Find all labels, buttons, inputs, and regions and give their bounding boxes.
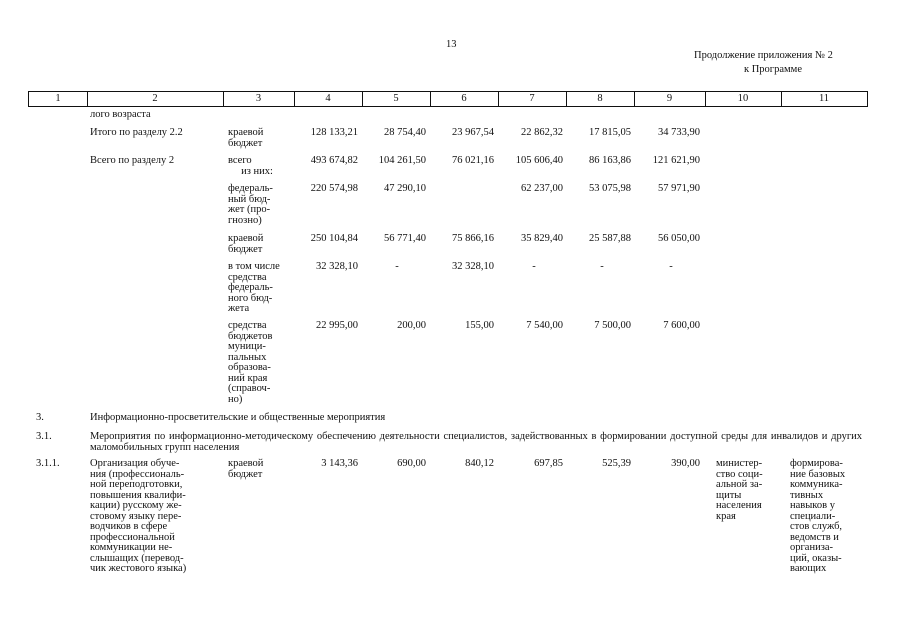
value-cell: 28 754,40 [384,127,426,138]
header-cell: 9 [634,92,706,106]
header-cell: 1 [29,92,88,106]
funding-source: краевой бюджет [228,233,264,255]
value-cell: 493 674,82 [310,155,358,166]
value-cell: 47 290,10 [384,183,426,194]
value-cell: 697,85 [534,458,563,469]
value-cell: 121 621,90 [652,155,700,166]
value-cell: 17 815,05 [589,127,631,138]
value-cell: 7 540,00 [526,320,563,331]
funding-source: средства бюджетов муници- пальных образова- ний края (справоч- но) [228,320,273,405]
value-cell: 56 050,00 [658,233,700,244]
value-cell: 105 606,40 [515,155,563,166]
value-cell: 840,12 [465,458,494,469]
continuation-caption: Продолжение приложения № 2 [694,50,833,61]
value-cell: 7 600,00 [663,320,700,331]
value-cell: 23 967,54 [452,127,494,138]
value-cell: - [395,261,399,272]
value-cell: - [669,261,673,272]
value-cell: 3 143,36 [321,458,358,469]
value-cell: 250 104,84 [310,233,358,244]
value-cell: 57 971,90 [658,183,700,194]
value-cell: 76 021,16 [452,155,494,166]
value-cell: 7 500,00 [594,320,631,331]
section-number: 3. [36,412,44,423]
header-cell: 4 [294,92,363,106]
header-cell: 11 [818,93,830,104]
value-cell: 155,00 [465,320,494,331]
section-title: Мероприятия по информационно-методическому обеспечению деятельности специалистов, задействованных в формировании доступной среды для инвалидов и других маломобильных групп населения [90,431,862,453]
value-cell: 22 995,00 [316,320,358,331]
header-cell: 5 [362,92,431,106]
row-label: Итого по разделу 2.2 [90,127,183,138]
value-cell: 128 133,21 [310,127,358,138]
header-cell: 7 [498,92,567,106]
expected-result: формирова- ние базовых коммуника- тивных навыков у специали- стов служб, ведомств и организа- ций, оказы- вающих [790,458,846,574]
value-cell: 86 163,86 [589,155,631,166]
funding-source: федераль- ный бюд- жет (про- гнозно) [228,183,273,226]
value-cell: 56 771,40 [384,233,426,244]
page-number: 13 [446,39,457,50]
item-name: Организация обуче- ния (профессиональ- ной переподготовки, повышения квалифи- кации) русскому же- стовому языку пере- водчиков в сфере профессиональной коммуникации не- слышащих (перевод- чик жестового языка) [90,458,187,574]
executor: министер- ство соци- альной за- щиты населения края [716,458,763,522]
column-number-header [28,91,868,107]
value-cell: 690,00 [397,458,426,469]
value-cell: 25 587,88 [589,233,631,244]
value-cell: 22 862,32 [521,127,563,138]
value-cell: 525,39 [602,458,631,469]
value-cell: 104 261,50 [378,155,426,166]
value-cell: 200,00 [397,320,426,331]
funding-source: краевой бюджет [228,127,264,149]
value-cell: - [532,261,536,272]
item-number: 3.1.1. [36,458,60,469]
section-number: 3.1. [36,431,52,442]
funding-source: всего из них: [228,155,273,177]
row-label: Всего по разделу 2 [90,155,175,166]
section-title: Информационно-просветительские и общественные мероприятия [90,412,386,423]
value-cell: - [600,261,604,272]
value-cell: 32 328,10 [316,261,358,272]
value-cell: 34 733,90 [658,127,700,138]
header-cell: 8 [566,92,635,106]
header-cell: 2 [87,92,224,106]
value-cell: 390,00 [671,458,700,469]
header-cell: 6 [430,92,499,106]
funding-source: краевой бюджет [228,458,264,480]
header-cell: 10 [705,92,782,106]
value-cell: 75 866,16 [452,233,494,244]
header-cell: 3 [223,92,295,106]
carryover-text: лого возраста [90,109,151,120]
value-cell: 220 574,98 [310,183,358,194]
value-cell: 53 075,98 [589,183,631,194]
value-cell: 32 328,10 [452,261,494,272]
funding-source: в том числе средства федераль- ного бюд- жета [228,261,280,314]
value-cell: 35 829,40 [521,233,563,244]
value-cell: 62 237,00 [521,183,563,194]
continuation-subcaption: к Программе [744,64,802,75]
